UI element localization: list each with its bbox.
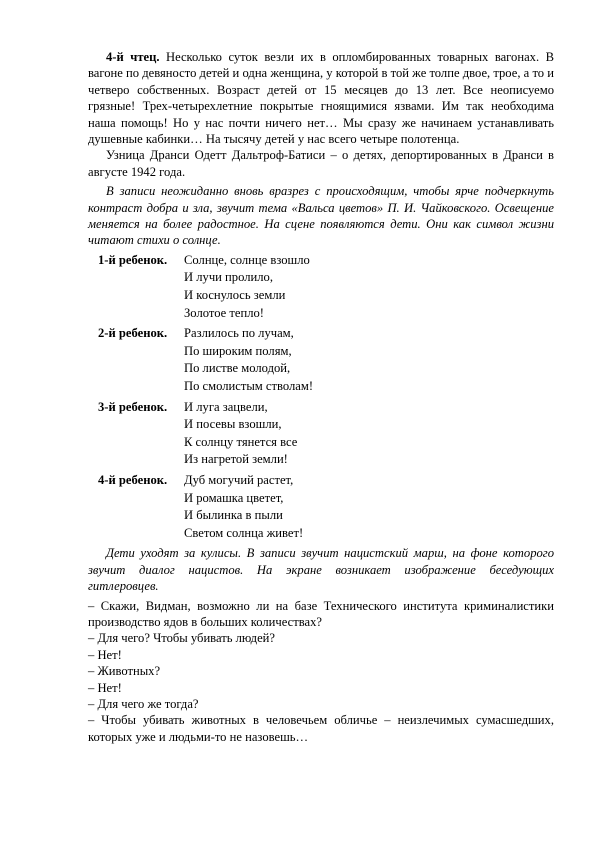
poem-line: Из нагретой земли! (184, 452, 288, 467)
stage-direction-waltz: В записи неожиданно вновь вразрез с происходящим, чтобы ярче подчеркнуть контраст добра и зла, звучит тема «Вальса цветов» П. И. Чайковского. Освещение меняется на более радостное. На сцене появляются дети. Они как символ жизни читают стихи о солнце. (88, 184, 554, 248)
poem-line: Золотое тепло! (184, 305, 264, 320)
poem-stanza-3 (98, 399, 554, 469)
poem-speaker: 1-й ребенок. (98, 252, 168, 267)
poem-block (98, 252, 554, 543)
poem-line: И былинка в пыли (184, 508, 283, 523)
attribution-paragraph: Узница Дранси Одетт Дальтроф-Батиси – о детях, депортированных в Дранси в августе 1942 года. (88, 148, 554, 179)
poem-line: Разлилось по лучам, (184, 326, 294, 341)
poem-line: И посевы взошли, (184, 417, 282, 432)
reader-4-paragraph (88, 49, 554, 147)
poem-line: По смолистым стволам! (184, 379, 314, 394)
poem-line: И луга зацвели, (184, 399, 268, 414)
poem-line: И ромашка цветет, (184, 490, 284, 505)
poem-speaker: 4-й ребенок. (98, 473, 168, 487)
poem-line: Дуб могучий растет, (184, 473, 294, 487)
poem-line: К солнцу тянется все (184, 434, 298, 449)
nazi-dialogue (88, 598, 554, 746)
poem-line: Солнце, солнце взошло (184, 252, 310, 267)
poem-line: И лучи пролило, (184, 270, 273, 285)
poem-line: По широким полям, (184, 343, 292, 358)
dialogue-line: – Для чего же тогда? (88, 697, 199, 712)
dialogue-line: – Нет! (88, 647, 122, 662)
dialogue-line: – Для чего? Чтобы убивать людей? (88, 631, 276, 646)
poem-stanza-4 (98, 472, 554, 542)
poem-speaker: 2-й ребенок. (98, 326, 168, 341)
dialogue-line: – Чтобы убивать животных в человечьем обличье – неизлечимых сумасшедших, которых уже и людьми-то не назовешь… (88, 713, 554, 744)
dialogue-line: – Животных? (88, 664, 161, 679)
poem-speaker: 3-й ребенок. (98, 399, 168, 414)
stage-direction-march: Дети уходят за кулисы. В записи звучит нацистский марш, на фоне которого звучит диалог нацистов. На экране возникает изображение беседующих гитлеровцев. (88, 546, 554, 594)
poem-line: По листве молодой, (184, 361, 291, 376)
poem-stanza-2 (98, 325, 554, 395)
dialogue-line: – Скажи, Видман, возможно ли на базе Технического института криминалистики производство ядов в больших количествах? (88, 598, 554, 629)
dialogue-line: – Нет! (88, 680, 122, 695)
reader-4-text: Несколько суток везли их в опломбированных товарных вагонах. В вагоне по девяносто детей и одна женщина, у которой в той же толпе двое, трое, а то и четверо собственных. Возраст детей от 15 месяцев до 13 лет. Все неописуемо грязные! Трех-четырехлетние покрытые гноящимися язвами. Им так необходима наша помощь! Но у нас почти ничего нет… Мы сразу же начинаем устанавливать душевные кабинки… На тысячу детей у нас всего четыре полотенца. (88, 50, 554, 147)
poem-stanza-1 (98, 252, 554, 322)
document-page (88, 49, 554, 745)
poem-line: Светом солнца живет! (184, 525, 304, 540)
poem-line: И коснулось земли (184, 288, 286, 303)
reader-4-speaker: 4-й чтец. (106, 50, 160, 64)
